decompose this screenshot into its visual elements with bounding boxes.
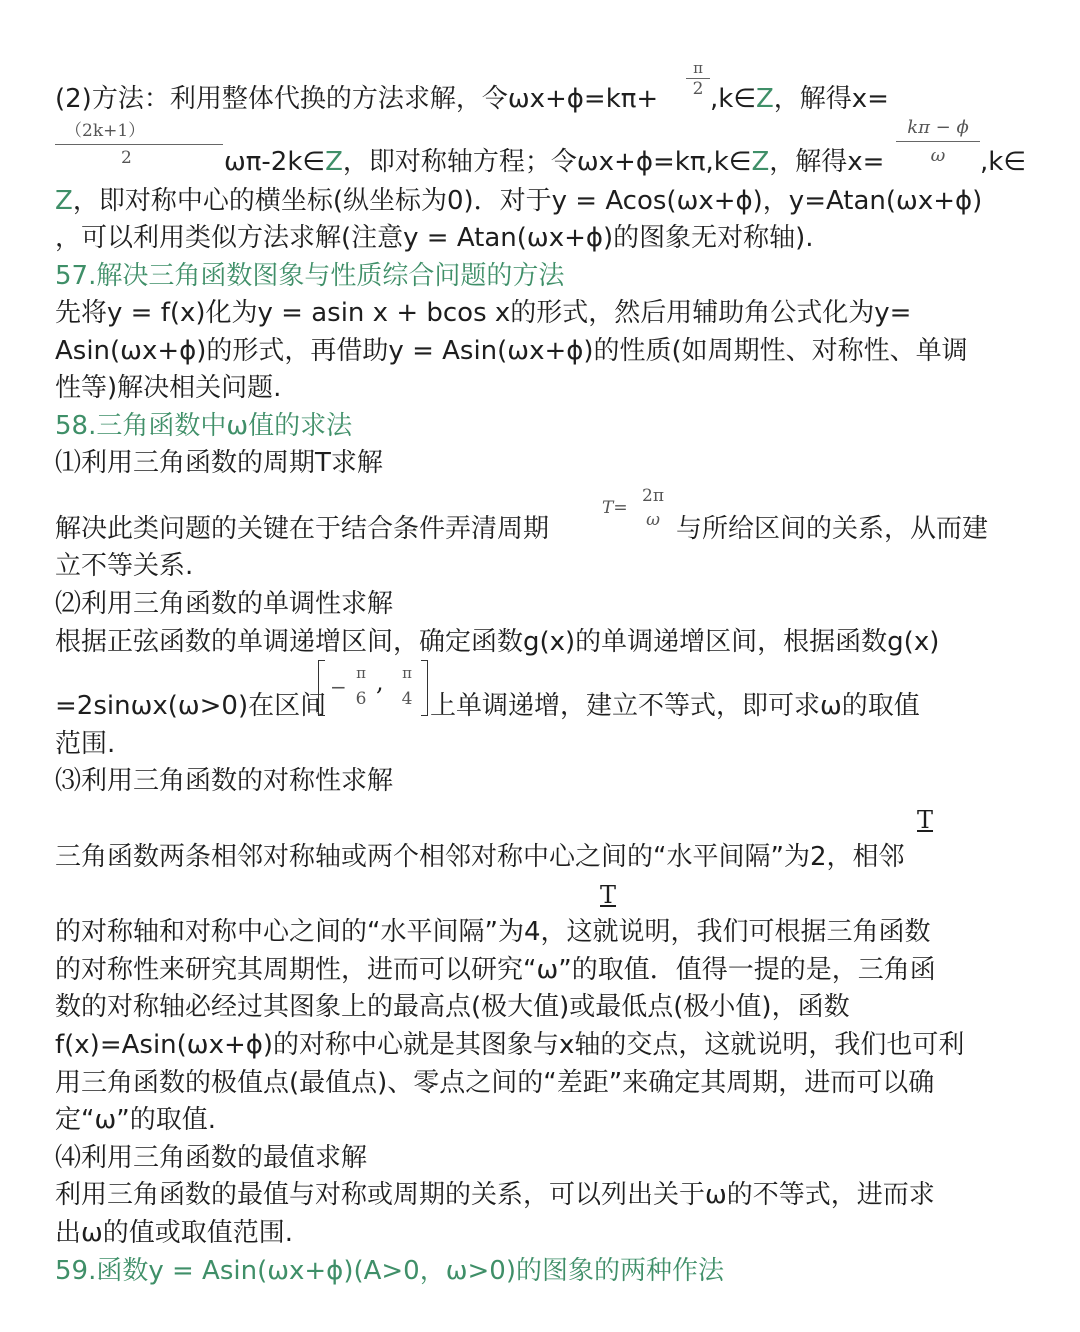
fraction-numerator: π (402, 664, 412, 682)
subheading-monotonicity: ⑵利用三角函数的单调性求解 (55, 589, 394, 619)
text-line: 数的对称轴必经过其图象上的最高点(极大值)或最低点(极小值)，函数 (55, 992, 850, 1022)
fraction-numerator: 2π (642, 486, 664, 506)
section-heading-59: 59.函数y = Asin(ωx+ϕ)(A>0，ω>0)的图象的两种作法 (55, 1256, 724, 1286)
fraction-numerator: π (693, 59, 703, 77)
text-line: ωπ-2k∈Z，即对称轴方程；令ωx+ϕ=kπ,k∈Z，解得x= (224, 147, 885, 177)
fraction-denominator: ω (930, 145, 946, 166)
text-line: 根据正弦函数的单调递增区间，确定函数g(x)的单调递增区间，根据函数g(x) (55, 627, 940, 657)
text-line: (2)方法：利用整体代换的方法求解，令ωx+ϕ=kπ+ (55, 84, 659, 114)
fraction-denominator: 4 (401, 689, 413, 709)
text-line: 的对称轴和对称中心之间的“水平间隔”为4，这就说明，我们可根据三角函数 (55, 917, 931, 947)
text-line: ,k∈Z，解得x= (710, 84, 889, 114)
formula-lhs: T= (602, 498, 628, 518)
interval-bracket-left (318, 660, 325, 716)
interval-right-endpoint (394, 660, 420, 712)
section-heading-58: 58.三角函数中ω值的求法 (55, 411, 353, 441)
text-line: 范围. (55, 729, 116, 759)
text-line: 与所给区间的关系，从而建 (676, 514, 989, 544)
interval-left-endpoint (330, 660, 374, 712)
fraction-denominator: 2 (692, 79, 704, 99)
text-line: 上单调递增，建立不等式，即可求ω的取值 (430, 691, 920, 721)
section-heading-57: 57.解决三角函数图象与性质综合问题的方法 (55, 261, 565, 291)
text-line: 先将y = f(x)化为y = asin x + bcos x的形式，然后用辅助角公式化为y= (55, 298, 912, 328)
text-line: ，可以利用类似方法求解(注意y = Atan(ωx+ϕ)的图象无对称轴). (55, 223, 814, 253)
fraction-k-pi-minus-phi-over-omega (896, 114, 980, 169)
text-line: 性等)解决相关问题. (55, 373, 282, 403)
interval-bracket-right (421, 660, 428, 716)
text-line: f(x)=Asin(ωx+ϕ)的对称中心就是其图象与x轴的交点，这就说明，我们也可利 (55, 1030, 965, 1060)
text-line: Asin(ωx+ϕ)的形式，再借助y = Asin(ωx+ϕ)的性质(如周期性、对称性、单调 (55, 336, 968, 366)
period-symbol-T: T (600, 881, 617, 909)
text-line: 出ω的值或取值范围. (55, 1218, 294, 1248)
period-symbol-T: T (917, 806, 934, 834)
fraction-pi-over-2 (686, 58, 710, 99)
text-line: 三角函数两条相邻对称轴或两个相邻对称中心之间的“水平间隔”为2，相邻 (55, 842, 905, 872)
subheading-period: ⑴利用三角函数的周期T求解 (55, 448, 383, 478)
formula-period-T (602, 484, 674, 532)
fraction-2k-plus-1-over-2 (55, 118, 223, 171)
minus-sign: − (330, 675, 347, 699)
text-line: 定“ω”的取值. (55, 1105, 216, 1135)
text-line: 用三角函数的极值点(最值点)、零点之间的“差距”来确定其周期，进而可以确 (55, 1068, 935, 1098)
fraction-numerator: kπ − ϕ (907, 117, 969, 138)
text-line: 利用三角函数的最值与对称或周期的关系，可以列出关于ω的不等式，进而求 (55, 1180, 935, 1210)
text-line: ,k∈ (980, 147, 1026, 177)
text-line: 解决此类问题的关键在于结合条件弄清周期 (55, 514, 550, 544)
fraction-denominator: 6 (355, 689, 367, 709)
text-line: 的对称性来研究其周期性，进而可以研究“ω”的取值．值得一提的是，三角函 (55, 955, 936, 985)
fraction-numerator: （2k+1） (65, 121, 146, 141)
text-line: Z，即对称中心的横坐标(纵坐标为0)．对于y = Acos(ωx+ϕ)，y=Atan(ωx+ϕ) (55, 186, 983, 216)
subheading-symmetry: ⑶利用三角函数的对称性求解 (55, 766, 394, 796)
fraction-denominator: 2 (121, 148, 132, 168)
interval-separator: , (376, 668, 384, 696)
fraction-denominator: ω (646, 510, 660, 530)
text-line: =2sinωx(ω>0)在区间 (55, 691, 327, 721)
text-line: 立不等关系. (55, 551, 194, 581)
subheading-extremum: ⑷利用三角函数的最值求解 (55, 1143, 368, 1173)
fraction-numerator: π (356, 664, 366, 682)
